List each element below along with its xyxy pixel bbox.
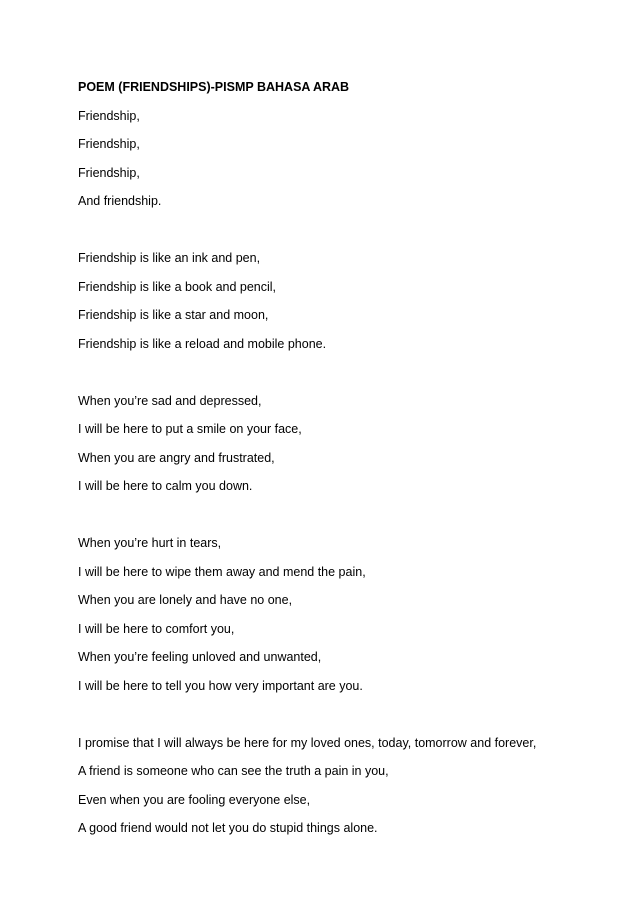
- poem-line: And friendship.: [78, 194, 162, 208]
- stanza-3: [78, 394, 618, 495]
- poem-line: When you are angry and frustrated,: [78, 450, 275, 465]
- poem-line: A friend is someone who can see the truth a pain in you,: [78, 764, 389, 778]
- poem-line: When you are lonely and have no one,: [78, 593, 293, 607]
- stanza-5: [78, 736, 618, 837]
- poem-body: [78, 80, 618, 850]
- poem-line: I will be here to comfort you,: [78, 621, 235, 636]
- poem-line: Friendship,: [78, 137, 140, 151]
- poem-line: I will be here to calm you down.: [78, 479, 253, 493]
- poem-line: A good friend would not let you do stupid things alone.: [78, 821, 378, 835]
- poem-line: When you’re sad and depressed,: [78, 393, 262, 408]
- stanza-2: [78, 251, 618, 352]
- stanza-spacer: [78, 707, 618, 736]
- stanza-spacer: [78, 508, 618, 537]
- poem-line: Friendship is like a reload and mobile phone.: [78, 336, 327, 351]
- poem-line: Friendship,: [78, 108, 140, 123]
- poem-line: I will be here to tell you how very important are you.: [78, 678, 363, 693]
- poem-line: When you’re hurt in tears,: [78, 536, 222, 550]
- poem-line: Friendship is like a book and pencil,: [78, 279, 277, 294]
- stanza-1: [78, 109, 618, 210]
- poem-line: Friendship is like a star and moon,: [78, 308, 269, 322]
- stanza-4: [78, 536, 618, 694]
- stanza-spacer: [78, 365, 618, 394]
- poem-line: Friendship is like an ink and pen,: [78, 251, 261, 265]
- stanza-spacer: [78, 223, 618, 252]
- poem-line: I will be here to put a smile on your face,: [78, 422, 302, 436]
- poem-line: When you’re feeling unloved and unwanted,: [78, 650, 322, 664]
- poem-line: I promise that I will always be here for my loved ones, today, tomorrow and forever,: [78, 735, 537, 750]
- poem-title: POEM (FRIENDSHIPS)-PISMP BAHASA ARAB: [78, 80, 350, 94]
- poem-line: Friendship,: [78, 165, 140, 180]
- poem-line: Even when you are fooling everyone else,: [78, 792, 311, 807]
- poem-line: I will be here to wipe them away and mend the pain,: [78, 564, 366, 579]
